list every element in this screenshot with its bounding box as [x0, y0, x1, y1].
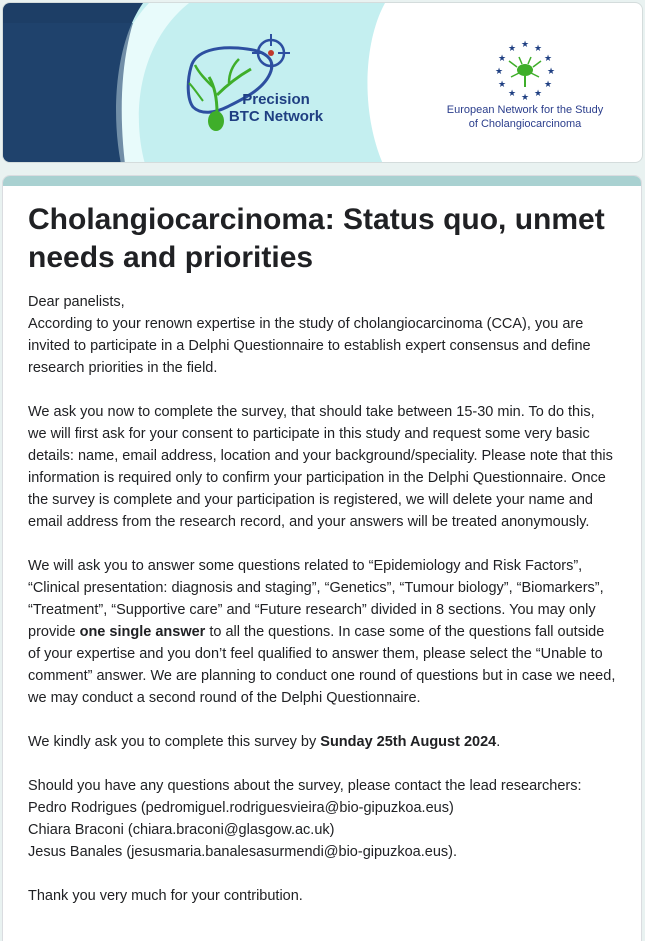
- contacts-intro: Should you have any questions about the survey, please contact the lead researchers:: [28, 778, 582, 794]
- logo-line-2: BTC Network: [228, 108, 324, 125]
- logo-line-1: Precision: [242, 91, 310, 108]
- svg-text:★: ★: [507, 44, 517, 54]
- svg-text:★: ★: [520, 93, 530, 103]
- european-network-logo: [495, 40, 555, 103]
- svg-text:★: ★: [543, 80, 553, 90]
- contact-chiara-braconi: Chiara Braconi (chiara.braconi@glasgow.ac.uk): [28, 822, 335, 838]
- greeting: Dear panelists,: [28, 294, 125, 310]
- form-title: Cholangiocarcinoma: Status quo, unmet needs and priorities: [28, 203, 605, 274]
- svg-text:★: ★: [533, 89, 543, 99]
- deadline-text: We kindly ask you to complete this survey by: [28, 734, 321, 750]
- svg-text:★: ★: [533, 44, 543, 54]
- svg-text:★: ★: [546, 67, 556, 77]
- header-banner: [2, 2, 643, 163]
- sections-paragraph: [28, 555, 617, 709]
- deadline-period: .: [496, 734, 501, 750]
- svg-text:★: ★: [497, 80, 507, 90]
- thanks-paragraph: Thank you very much for your contribution.: [28, 888, 303, 904]
- deadline-date: Sunday 25th August 2024: [320, 734, 497, 750]
- network-name-line-1: European Network for the Study: [446, 104, 604, 116]
- contact-jesus-banales: Jesus Banales (jesusmaria.banalesasurmendi@bio-gipuzkoa.eus).: [28, 844, 457, 860]
- svg-text:★: ★: [507, 89, 517, 99]
- svg-text:★: ★: [543, 54, 553, 64]
- banner-artwork: [3, 3, 643, 163]
- survey-details-paragraph: We ask you now to complete the survey, that should take between 15-30 min. To do this, we will first ask for your consent to participate in this study and request some very basic details: name, email address, location and your background/speciality. Please note that this information is required only to confirm your participation in the Delphi Questionnaire. Once the survey is complete and your participation is registered, we will delete your name and email address from the research record, and your answers will be treated anonymously.: [28, 404, 613, 530]
- european-network-logo-text: [433, 103, 617, 131]
- network-name-line-2: of Cholangiocarcinoma: [468, 118, 582, 130]
- intro-paragraph: [28, 291, 617, 379]
- contacts-paragraph: [28, 775, 617, 863]
- svg-text:★: ★: [497, 54, 507, 64]
- form-description-card: [2, 175, 642, 941]
- card-accent-bar: [3, 176, 641, 186]
- precision-btc-logo-text: [221, 91, 331, 125]
- svg-text:★: ★: [520, 40, 530, 50]
- intro-text: According to your renown expertise in the study of cholangiocarcinoma (CCA), you are invited to participate in a Delphi Questionnaire to establish expert consensus and define research priorities in the field.: [28, 316, 591, 376]
- contact-pedro-rodrigues: Pedro Rodrigues (pedromiguel.rodriguesvieira@bio-gipuzkoa.eus): [28, 800, 454, 816]
- deadline-paragraph: [28, 731, 617, 753]
- svg-text:★: ★: [494, 67, 504, 77]
- sections-text-start: We will ask you to answer some questions related to “Epidemiology and Risk Factors”, “Clinical presentation: diagnosis and staging”, “Genetics”, “Tumour biology”, “Biomarkers”, “Treatment”, “Supportive care” and “Future research” divided in 8 sections. You may only provide: [28, 558, 604, 640]
- sections-text-end: to all the questions. In case some of the questions fall outside of your expertise and you don’t feel qualified to answer them, please select the “Unable to comment” answer. We are planning to conduct one round of questions but in case we need, we may conduct a second round of the Delphi Questionnaire.: [28, 624, 616, 706]
- single-answer-emphasis: one single answer: [79, 624, 206, 640]
- card-body: [3, 186, 641, 907]
